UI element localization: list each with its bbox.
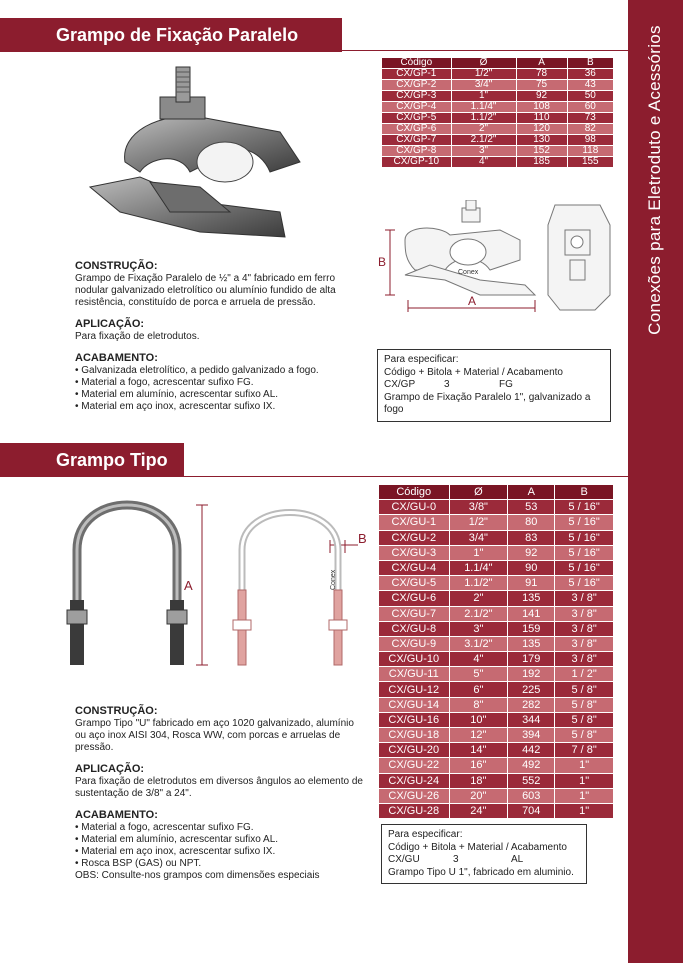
table-cell: 1" <box>555 803 614 818</box>
parallel-clamp-image <box>80 62 310 247</box>
col-b: B <box>555 485 614 500</box>
table-cell: 442 <box>508 743 555 758</box>
table-cell: CX/GP-5 <box>382 113 452 124</box>
table-cell: 179 <box>508 652 555 667</box>
section1-title: Grampo de Fixação Paralelo <box>0 18 342 52</box>
table-cell: CX/GU-16 <box>379 712 450 727</box>
table-cell: 5 / 8" <box>555 697 614 712</box>
table-cell: 2" <box>451 124 516 135</box>
section2-construcao-title: CONSTRUÇÃO: <box>75 705 158 717</box>
table-cell: CX/GU-22 <box>379 758 450 773</box>
col-diametro: Ø <box>451 58 516 69</box>
table-row <box>379 758 614 773</box>
diagram1-dim-b: B <box>378 255 387 269</box>
table-cell: 10" <box>449 712 508 727</box>
section1-acabamento-title: ACABAMENTO: <box>75 352 158 364</box>
table-cell: 5 / 16" <box>555 500 614 515</box>
table-cell: 3 / 8" <box>555 591 614 606</box>
table-cell: 225 <box>508 682 555 697</box>
diagram1-brand: Conex <box>458 269 479 276</box>
section1-aplicacao-text: Para fixação de eletrodutos. <box>75 331 200 342</box>
u-bolt-diagram <box>180 495 380 685</box>
table-cell: 492 <box>508 758 555 773</box>
table-cell: 3" <box>449 621 508 636</box>
section2-description <box>75 705 365 882</box>
table-row <box>379 682 614 697</box>
table-cell: 3" <box>451 146 516 157</box>
table-cell: 108 <box>516 102 567 113</box>
table-cell: 1/2" <box>449 515 508 530</box>
section2-aplicacao-text: Para fixação de eletrodutos em diversos ângulos ao elemento de sustentação de 3/8" a 24". <box>75 776 363 799</box>
specify-title: Para especificar: <box>384 354 459 365</box>
table-cell: CX/GP-7 <box>382 135 452 146</box>
list-item: • Material a fogo, acrescentar sufixo FG. <box>75 822 365 834</box>
table-cell: CX/GU-10 <box>379 652 450 667</box>
table-cell: 159 <box>508 621 555 636</box>
table-cell: CX/GU-4 <box>379 560 450 575</box>
specify-gauge: 3 <box>444 379 450 390</box>
table-cell: 60 <box>567 102 613 113</box>
table-row <box>379 728 614 743</box>
table-row <box>379 788 614 803</box>
table-cell: 3.1/2" <box>449 636 508 651</box>
table-row <box>382 113 614 124</box>
table-cell: 5 / 8" <box>555 728 614 743</box>
table-row <box>382 91 614 102</box>
table-cell: CX/GU-5 <box>379 576 450 591</box>
table-row <box>379 591 614 606</box>
table-cell: 24" <box>449 803 508 818</box>
specify-example: Grampo de Fixação Paralelo 1", galvanizado a fogo <box>384 391 591 415</box>
table-cell: 141 <box>508 606 555 621</box>
table-cell: 118 <box>567 146 613 157</box>
table-cell: CX/GU-14 <box>379 697 450 712</box>
sidebar-title: Conexões para Eletroduto e Acessórios <box>645 25 664 335</box>
table-cell: 5 / 8" <box>555 712 614 727</box>
table-cell: 90 <box>508 560 555 575</box>
table-cell: 36 <box>567 69 613 80</box>
list-item: • Rosca BSP (GAS) ou NPT. <box>75 858 365 870</box>
table-cell: 3 / 8" <box>555 636 614 651</box>
table-cell: CX/GU-12 <box>379 682 450 697</box>
specify-material: AL <box>511 854 524 865</box>
specify-formula: Código + Bitola + Material / Acabamento <box>388 841 567 853</box>
table-cell: 3 / 8" <box>555 652 614 667</box>
table-cell: 1" <box>451 91 516 102</box>
table-cell: 92 <box>516 91 567 102</box>
table-cell: 135 <box>508 636 555 651</box>
col-a: A <box>516 58 567 69</box>
table-cell: 282 <box>508 697 555 712</box>
table-cell: 704 <box>508 803 555 818</box>
list-item: • Material a fogo, acrescentar sufixo FG. <box>75 377 365 389</box>
section2-construcao-text: Grampo Tipo "U" fabricado em aço 1020 galvanizado, alumínio ou aço inox AISI 304, Rosca WW, com porcas e arruelas de pressão. <box>75 718 354 753</box>
table-row <box>382 135 614 146</box>
table-cell: 3 / 8" <box>555 606 614 621</box>
table-cell: 1.1/2" <box>449 576 508 591</box>
diagram1-dim-a: A <box>468 294 477 308</box>
table-cell: 394 <box>508 728 555 743</box>
table-cell: 18" <box>449 773 508 788</box>
table-cell: 344 <box>508 712 555 727</box>
table-cell: 12" <box>449 728 508 743</box>
table-cell: CX/GU-9 <box>379 636 450 651</box>
table-cell: CX/GU-20 <box>379 743 450 758</box>
table-cell: 185 <box>516 157 567 168</box>
specify-example-codes <box>388 854 580 867</box>
table-cell: 92 <box>508 545 555 560</box>
table-row <box>379 500 614 515</box>
table-cell: 5 / 16" <box>555 560 614 575</box>
table-row <box>382 69 614 80</box>
u-bolt-image <box>65 500 190 670</box>
table-row <box>382 102 614 113</box>
table-cell: 1" <box>555 758 614 773</box>
table-cell: 5" <box>449 667 508 682</box>
table-cell: CX/GU-18 <box>379 728 450 743</box>
table-cell: 2.1/2" <box>451 135 516 146</box>
table-row <box>379 576 614 591</box>
section2-aplicacao-title: APLICAÇÃO: <box>75 763 145 775</box>
list-item: • Material em alumínio, acrescentar sufixo AL. <box>75 389 365 401</box>
table-cell: 5 / 16" <box>555 576 614 591</box>
table-cell: 43 <box>567 80 613 91</box>
table-cell: 91 <box>508 576 555 591</box>
table-cell: 78 <box>516 69 567 80</box>
table-row <box>379 515 614 530</box>
specify-example-codes <box>384 379 604 392</box>
col-diametro: Ø <box>449 485 508 500</box>
table-row <box>379 743 614 758</box>
table-cell: 603 <box>508 788 555 803</box>
section1-rule <box>342 50 628 51</box>
section1-specify-box <box>377 349 611 422</box>
col-b: B <box>567 58 613 69</box>
table-cell: 1/2" <box>451 69 516 80</box>
col-codigo: Código <box>382 58 452 69</box>
specify-code: CX/GU <box>388 854 420 865</box>
table-cell: 155 <box>567 157 613 168</box>
section2-obs: OBS: Consulte-nos grampos com dimensões especiais <box>75 870 320 881</box>
section2-rule <box>184 476 628 477</box>
table-row <box>382 157 614 168</box>
table-cell: 1" <box>555 788 614 803</box>
table-cell: CX/GP-8 <box>382 146 452 157</box>
col-a: A <box>508 485 555 500</box>
specify-formula: Código + Bitola + Material / Acabamento <box>384 366 563 378</box>
table-cell: 130 <box>516 135 567 146</box>
table-cell: CX/GU-28 <box>379 803 450 818</box>
table-cell: 4" <box>451 157 516 168</box>
section1-construcao-title: CONSTRUÇÃO: <box>75 260 158 272</box>
table-row <box>382 80 614 91</box>
table-row <box>379 712 614 727</box>
section1-description <box>75 260 365 413</box>
table-cell: 8" <box>449 697 508 712</box>
table-cell: 3 / 8" <box>555 621 614 636</box>
table-cell: 1 / 2" <box>555 667 614 682</box>
table-cell: CX/GP-10 <box>382 157 452 168</box>
table-cell: 3/4" <box>449 530 508 545</box>
table-cell: 5 / 16" <box>555 545 614 560</box>
table-row <box>379 667 614 682</box>
section1-aplicacao-title: APLICAÇÃO: <box>75 318 145 330</box>
list-item: • Material em alumínio, acrescentar sufixo AL. <box>75 834 365 846</box>
table-cell: 135 <box>508 591 555 606</box>
table-cell: 1" <box>449 545 508 560</box>
diagram2-brand: Conex <box>330 569 337 590</box>
section2-acabamento-list <box>75 822 365 870</box>
table-cell: 1.1/4" <box>451 102 516 113</box>
u-bolt-table <box>378 484 614 819</box>
specify-code: CX/GP <box>384 379 416 390</box>
table-cell: 20" <box>449 788 508 803</box>
table-cell: 120 <box>516 124 567 135</box>
table-row <box>379 545 614 560</box>
table-row <box>379 621 614 636</box>
table-cell: 4" <box>449 652 508 667</box>
table-cell: 98 <box>567 135 613 146</box>
table-row <box>379 773 614 788</box>
table-cell: 73 <box>567 113 613 124</box>
parallel-clamp-table-body <box>382 69 614 168</box>
table-cell: 2.1/2" <box>449 606 508 621</box>
table-cell: CX/GU-8 <box>379 621 450 636</box>
table-cell: CX/GU-7 <box>379 606 450 621</box>
col-codigo: Código <box>379 485 450 500</box>
table-cell: 82 <box>567 124 613 135</box>
table-cell: CX/GP-4 <box>382 102 452 113</box>
table-row <box>379 652 614 667</box>
table-cell: 75 <box>516 80 567 91</box>
list-item: • Material em aço inox, acrescentar sufixo IX. <box>75 846 365 858</box>
table-cell: CX/GU-24 <box>379 773 450 788</box>
table-row <box>379 530 614 545</box>
specify-gauge: 3 <box>453 854 459 865</box>
table-cell: 152 <box>516 146 567 157</box>
specify-material: FG <box>499 379 513 390</box>
table-cell: 83 <box>508 530 555 545</box>
diagram2-dim-a: A <box>184 578 193 593</box>
table-cell: CX/GU-0 <box>379 500 450 515</box>
table-row <box>379 560 614 575</box>
table-cell: CX/GU-2 <box>379 530 450 545</box>
table-cell: 7 / 8" <box>555 743 614 758</box>
table-cell: 50 <box>567 91 613 102</box>
table-cell: 2" <box>449 591 508 606</box>
table-cell: CX/GU-26 <box>379 788 450 803</box>
table-cell: CX/GP-1 <box>382 69 452 80</box>
table-cell: 1" <box>555 773 614 788</box>
table-cell: 192 <box>508 667 555 682</box>
table-cell: CX/GP-2 <box>382 80 452 91</box>
table-cell: 110 <box>516 113 567 124</box>
parallel-clamp-diagram <box>370 200 620 320</box>
section1-construcao-text: Grampo de Fixação Paralelo de ½" a 4" fabricado em ferro nodular galvanizado eletrolítico ou alumínio fundido de alta resistência, constituído de porca e arruela de pressão. <box>75 273 336 308</box>
table-row <box>382 124 614 135</box>
specify-example: Grampo Tipo U 1", fabricado em aluminio. <box>388 866 574 878</box>
parallel-clamp-table <box>381 57 614 168</box>
section2-acabamento-title: ACABAMENTO: <box>75 809 158 821</box>
table-cell: 1.1/2" <box>451 113 516 124</box>
list-item: • Material em aço inox, acrescentar sufixo IX. <box>75 401 365 413</box>
section2-specify-box <box>381 824 587 884</box>
diagram2-dim-b: B <box>358 531 367 546</box>
table-cell: 552 <box>508 773 555 788</box>
table-cell: CX/GU-1 <box>379 515 450 530</box>
table-row <box>379 636 614 651</box>
table-row <box>379 606 614 621</box>
u-bolt-table-body <box>379 500 614 819</box>
table-cell: 53 <box>508 500 555 515</box>
table-cell: 16" <box>449 758 508 773</box>
table-row <box>379 697 614 712</box>
table-cell: 1.1/4" <box>449 560 508 575</box>
section2-title: Grampo Tipo U <box>0 443 184 477</box>
table-cell: CX/GU-6 <box>379 591 450 606</box>
list-item: • Galvanizada eletrolítico, a pedido galvanizado a fogo. <box>75 365 365 377</box>
table-row <box>379 803 614 818</box>
table-cell: 3/8" <box>449 500 508 515</box>
table-cell: CX/GP-3 <box>382 91 452 102</box>
table-row <box>382 146 614 157</box>
table-cell: 5 / 16" <box>555 530 614 545</box>
table-cell: 6" <box>449 682 508 697</box>
section1-acabamento-list <box>75 365 365 413</box>
table-cell: 3/4" <box>451 80 516 91</box>
table-cell: 14" <box>449 743 508 758</box>
table-cell: CX/GP-6 <box>382 124 452 135</box>
specify-title: Para especificar: <box>388 829 463 840</box>
table-cell: CX/GU-3 <box>379 545 450 560</box>
table-cell: CX/GU-11 <box>379 667 450 682</box>
table-cell: 5 / 16" <box>555 515 614 530</box>
table-cell: 5 / 8" <box>555 682 614 697</box>
table-cell: 80 <box>508 515 555 530</box>
